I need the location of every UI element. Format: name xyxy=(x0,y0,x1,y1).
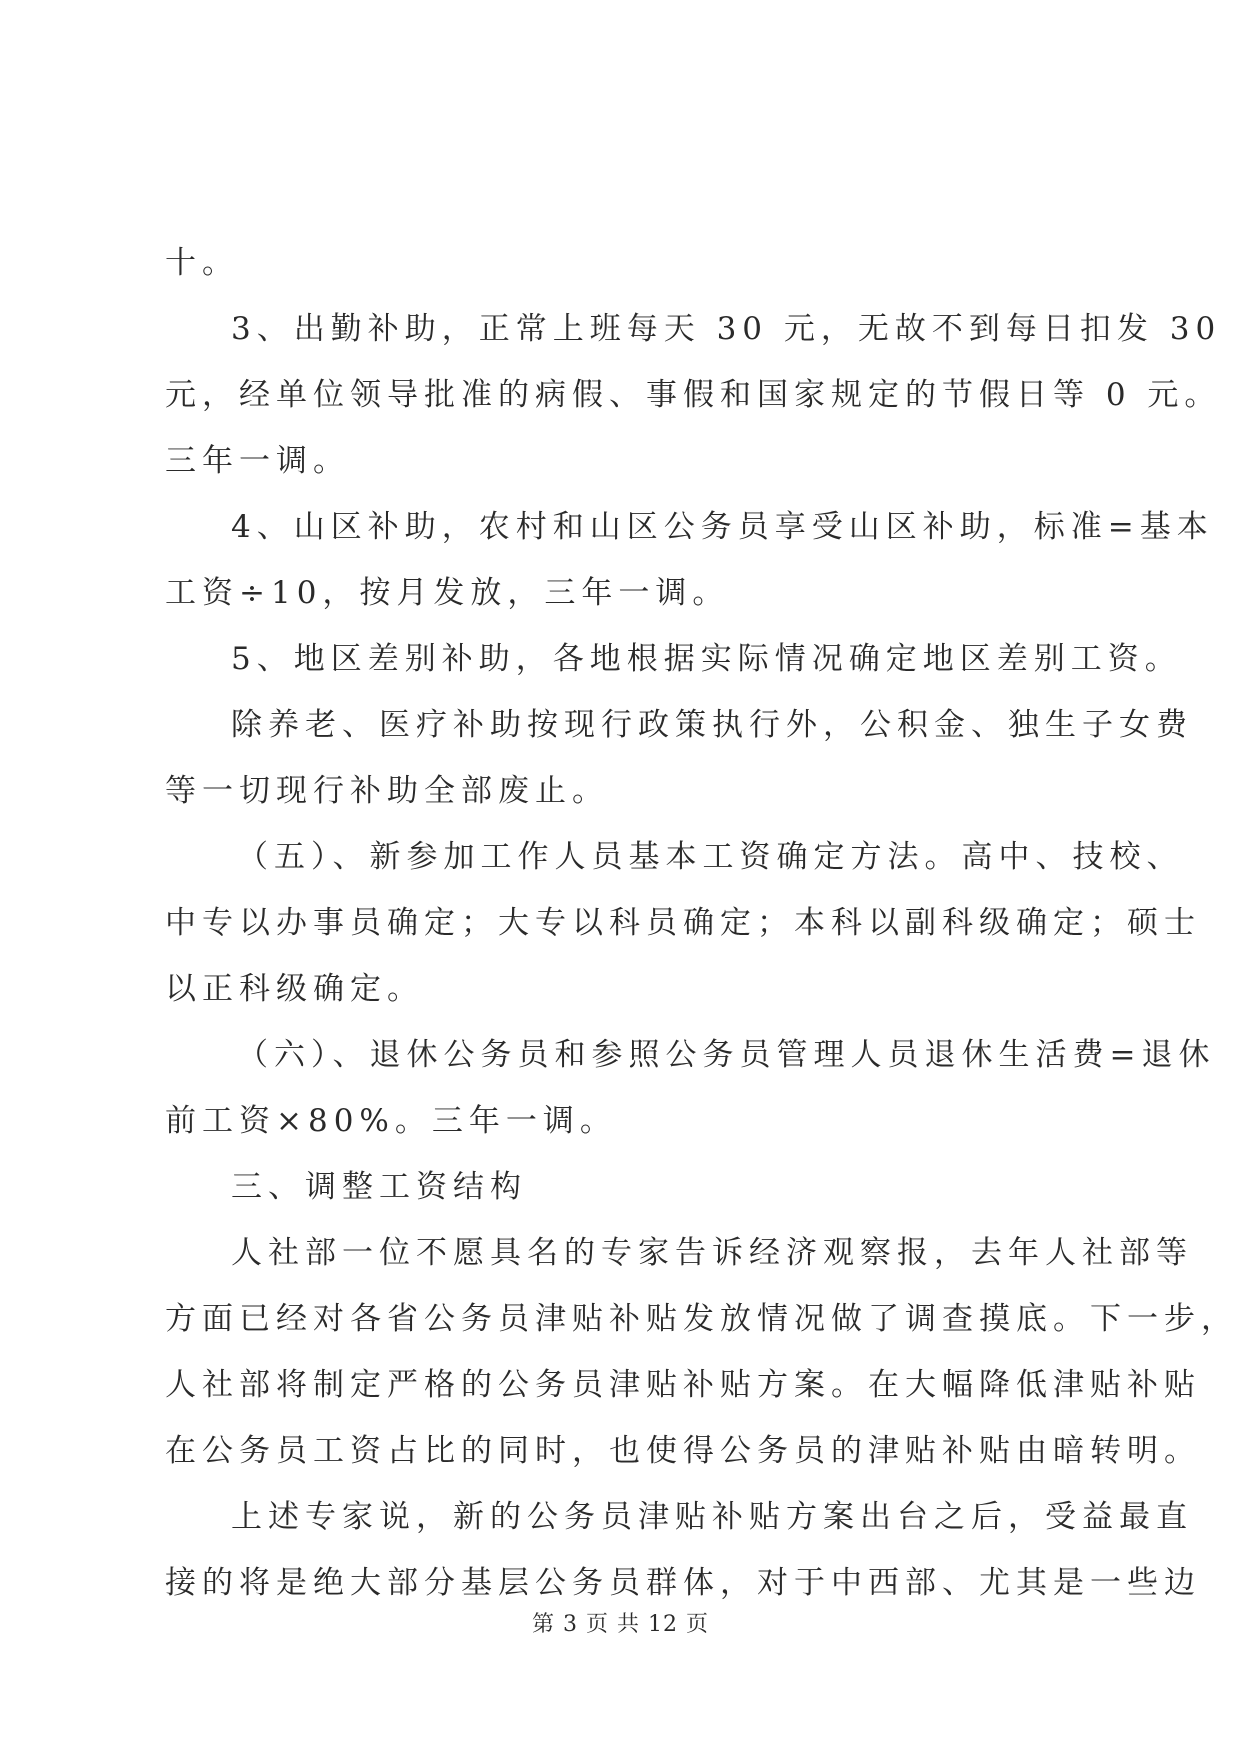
page-number-footer: 第 3 页 共 12 页 xyxy=(532,1612,709,1637)
text-line: 元，经单位领导批准的病假、事假和国家规定的节假日等 0 元。 xyxy=(165,377,1222,413)
text-line: 4、山区补助，农村和山区公务员享受山区补助，标准=基本 xyxy=(231,509,1214,545)
text-line: 5、地区差别补助，各地根据实际情况确定地区差别工资。 xyxy=(231,641,1182,677)
text-line: 除养老、医疗补助按现行政策执行外，公积金、独生子女费 xyxy=(231,707,1193,743)
text-line: 工资÷10，按月发放，三年一调。 xyxy=(165,575,730,611)
text-line: 人社部一位不愿具名的专家告诉经济观察报，去年人社部等 xyxy=(231,1235,1193,1271)
text-line: 在公务员工资占比的同时，也使得公务员的津贴补贴由暗转明。 xyxy=(165,1433,1201,1469)
text-line: 前工资×80%。三年一调。 xyxy=(165,1103,617,1139)
text-line: 中专以办事员确定；大专以科员确定；本科以副科级确定；硕士 xyxy=(165,905,1201,941)
text-line: （六）、退休公务员和参照公务员管理人员退休生活费=退休 xyxy=(237,1037,1216,1073)
text-line: 方面已经对各省公务员津贴补贴发放情况做了调查摸底。下一步， xyxy=(165,1301,1238,1337)
text-line: 接的将是绝大部分基层公务员群体，对于中西部、尤其是一些边 xyxy=(165,1565,1201,1601)
text-line: 三年一调。 xyxy=(165,443,350,479)
text-line: 3、出勤补助，正常上班每天 30 元，无故不到每日扣发 30 xyxy=(231,311,1222,347)
text-line: 等一切现行补助全部废止。 xyxy=(165,773,609,809)
text-line: 十。 xyxy=(165,245,239,281)
text-line: 人社部将制定严格的公务员津贴补贴方案。在大幅降低津贴补贴 xyxy=(165,1367,1201,1403)
text-line: （五）、新参加工作人员基本工资确定方法。高中、技校、 xyxy=(237,839,1184,875)
document-body xyxy=(165,230,1238,1616)
text-line: 以正科级确定。 xyxy=(165,971,424,1007)
section-heading: 三、调整工资结构 xyxy=(231,1169,527,1205)
text-line: 上述专家说，新的公务员津贴补贴方案出台之后，受益最直 xyxy=(231,1499,1193,1535)
